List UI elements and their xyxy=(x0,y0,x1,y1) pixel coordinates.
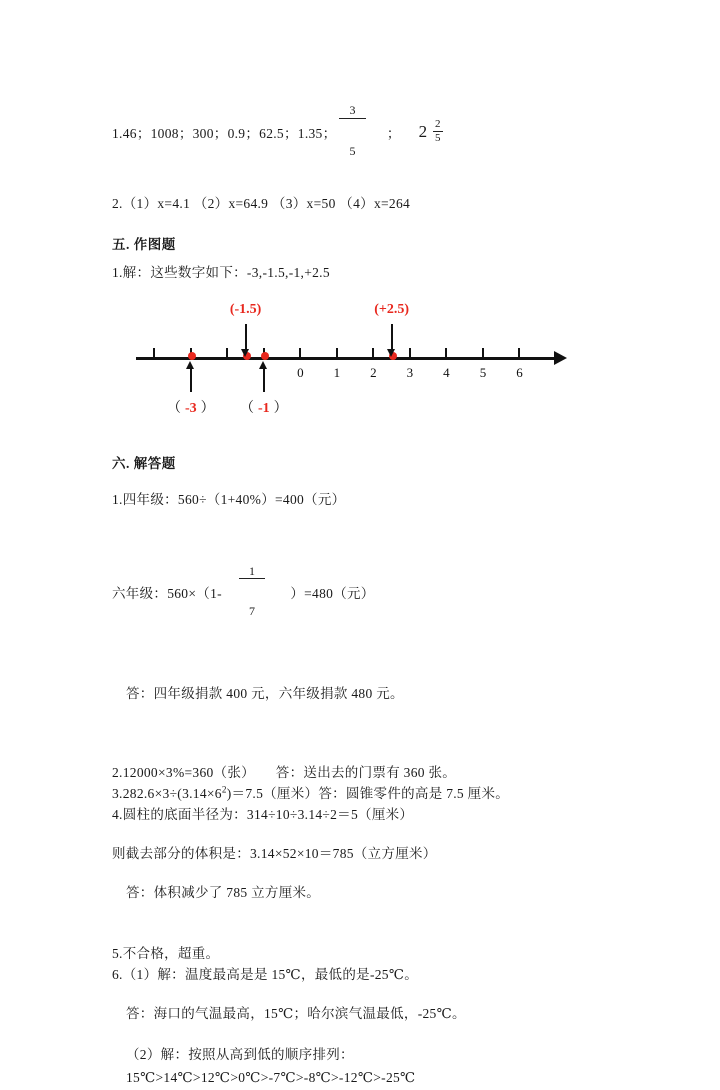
fraction-numerator: 3 xyxy=(339,104,365,119)
number-line-tick-label: 5 xyxy=(479,364,487,380)
fraction-denominator: 7 xyxy=(248,604,256,619)
number-line-tick xyxy=(518,348,520,360)
number-line-tick xyxy=(482,348,484,360)
paren-open: （ xyxy=(239,400,254,416)
section-six-item-4-line-2: 则截去部分的体积是：3.14×52×10＝785（立方厘米） xyxy=(112,845,437,861)
number-line-tick xyxy=(336,348,338,360)
number-line-tick-label: 0 xyxy=(297,364,304,380)
number-line-figure xyxy=(124,302,594,422)
mixed-number-two-and-two-fifths xyxy=(419,119,443,145)
section-six-item-1-line-2 xyxy=(112,541,632,645)
section-six-item-6-part-2: （2）解：按照从高到低的顺序排列：15℃>14℃>12℃>0℃>-7℃>-8℃>-12℃>-25℃ xyxy=(126,1046,416,1086)
paren-value: -1 xyxy=(257,400,270,416)
grade-six-expression-end: ）=480（元） xyxy=(290,586,375,602)
number-line-down-arrow-icon xyxy=(245,324,247,350)
section-six-heading: 六. 解答题 xyxy=(112,455,176,471)
section-six-item-6-part-1-answer: 答：海口的气温最高，15℃；哈尔滨气温最低，-25℃。 xyxy=(126,1005,466,1021)
answer-item-1-row xyxy=(112,80,632,184)
section-six-item-3 xyxy=(112,784,632,805)
section-six-item-1-line-1: 1.四年级：560÷（1+40%）=400（元） xyxy=(112,491,346,507)
mixed-fraction-part xyxy=(433,119,443,145)
number-line-tick xyxy=(226,348,228,360)
mixed-whole-part: 2 xyxy=(418,121,428,141)
fraction-three-fifths xyxy=(339,79,365,183)
number-line-arrowhead-icon xyxy=(554,351,567,365)
number-line-tick-label: 1 xyxy=(333,364,341,380)
section-six-item-4: 4.圆柱的底面半径为：314÷10÷3.14÷2＝5（厘米） xyxy=(112,807,414,823)
number-line-tick xyxy=(372,348,374,360)
number-line-callout-label: (+2.5) xyxy=(374,301,410,317)
mixed-numerator: 2 xyxy=(433,119,443,133)
number-line-tick xyxy=(153,348,155,360)
number-line-tick-label: 2 xyxy=(370,364,377,380)
section-six-item-6-part-1: 6.（1）解：温度最高是是 15℃，最低的是-25℃。 xyxy=(112,966,419,982)
number-line-tick-label: 3 xyxy=(406,364,414,380)
number-line-tick-label: 4 xyxy=(443,364,450,380)
section-five-heading: 五. 作图题 xyxy=(112,236,176,252)
number-line-tick xyxy=(445,348,447,360)
paren-value: -3 xyxy=(184,400,197,416)
section-six-item-5: 5.不合格，超重。 xyxy=(112,945,220,961)
fraction-one-seventh xyxy=(239,540,265,644)
section-five-item-1: 1.解：这些数字如下：-3,-1.5,-1,+2.5 xyxy=(112,264,330,280)
number-line-callout-label: (-1.5) xyxy=(229,301,262,317)
mixed-denominator: 5 xyxy=(435,132,441,145)
answer-item-1-prefix: 1.46；1008；300；0.9；62.5；1.35； xyxy=(112,125,337,141)
number-line-tick xyxy=(409,348,411,360)
paren-open: （ xyxy=(166,400,181,416)
number-line-point-marker xyxy=(261,352,269,360)
number-line-axis xyxy=(136,357,556,360)
item-3-expression-end: )＝7.5（厘米）答：圆锥零件的高是 7.5 厘米。 xyxy=(226,786,510,802)
number-line-up-arrow-icon xyxy=(190,368,192,392)
answer-item-1-separator: ； xyxy=(386,125,401,141)
fraction-numerator: 1 xyxy=(239,565,265,580)
number-line-below-label xyxy=(167,397,215,417)
paren-close: ） xyxy=(200,400,215,416)
number-line-point-marker xyxy=(188,352,196,360)
item-3-expression-start: 3.282.6×3÷(3.14×6 xyxy=(112,786,222,802)
number-line-down-arrow-icon xyxy=(391,324,393,350)
number-line-below-label xyxy=(240,397,288,417)
number-line-tick xyxy=(299,348,301,360)
section-six-item-2: 2.12000×3%=360（张） 答：送出去的门票有 360 张。 xyxy=(112,765,457,781)
section-six-item-4-answer: 答：体积减少了 785 立方厘米。 xyxy=(126,884,321,900)
item-3-exponent: 2 xyxy=(221,784,227,795)
grade-six-expression-start: 六年级：560×（1- xyxy=(112,586,222,602)
number-line-up-arrow-icon xyxy=(263,368,265,392)
answer-item-2: 2.（1）x=4.1 （2）x=64.9 （3）x=50 （4）x=264 xyxy=(112,195,411,211)
fraction-denominator: 5 xyxy=(349,143,356,158)
paren-close: ） xyxy=(273,400,288,416)
page-content xyxy=(112,80,632,1090)
number-line-tick-label: 6 xyxy=(516,364,523,380)
section-six-item-1-answer: 答：四年级捐款 400 元，六年级捐款 480 元。 xyxy=(126,686,404,702)
